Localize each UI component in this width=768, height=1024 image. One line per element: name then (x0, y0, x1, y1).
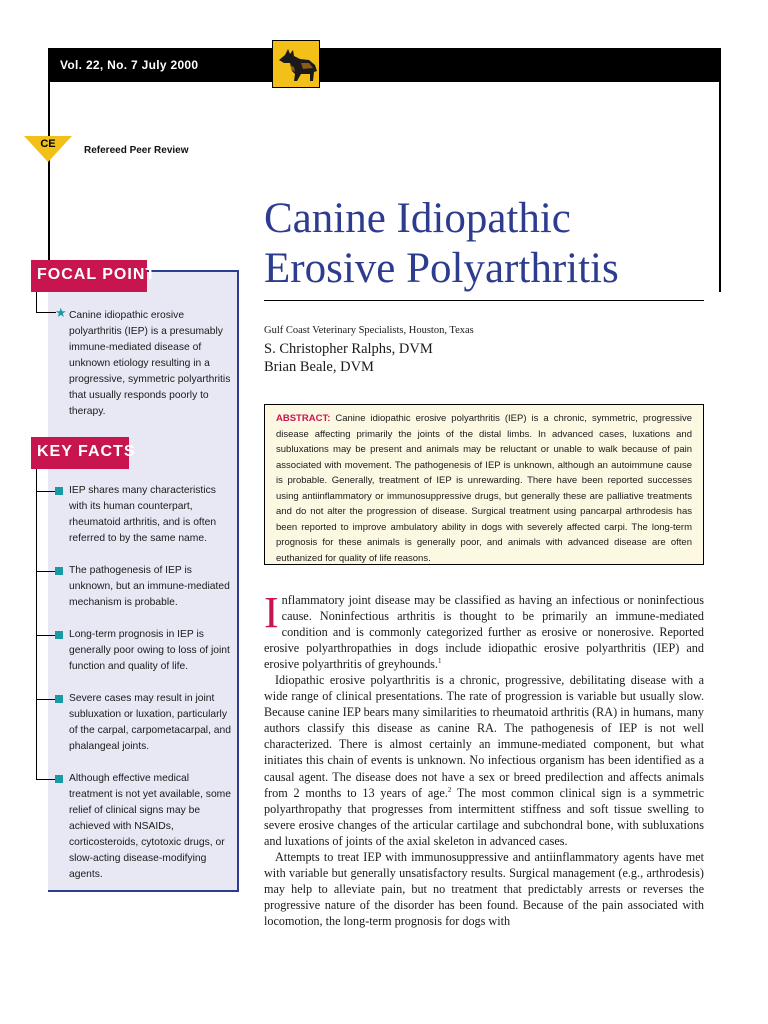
author-affiliation: Gulf Coast Veterinary Specialists, Houston, Texas (264, 325, 474, 336)
body-paragraph (264, 672, 704, 849)
reference-marker: 2 (447, 785, 452, 794)
star-bullet-icon: ★ (55, 305, 67, 320)
square-bullet-icon (55, 775, 63, 783)
bullet-connector (36, 469, 37, 491)
bullet-connector (36, 491, 37, 571)
german-shepherd-logo-icon (272, 40, 320, 88)
key-fact-item: IEP shares many characteristics with its human counterpart, rheumatoid arthritis, and is often referred to by the same name. (69, 485, 217, 544)
key-fact-item: The pathogenesis of IEP is unknown, but an immune-mediated mechanism is probable. (69, 565, 230, 608)
abstract-text: Canine idiopathic erosive polyarthritis (IEP) is a chronic, symmetric, progressive disease affecting primarily the joints of the distal limbs. In advanced cases, luxations and subluxations may be present and animals may be reluctant or unable to walk because of pain associated with movement. The pathogenesis of IEP is unknown, although an autoimmune cause is probable. Generally, treatment of IEP is unrewarding. There have been reported successes using antiinflammatory or immunosuppressive drugs, but generally these are palliative treatments and do not alter the progression of disease. Surgical treatment using pancarpal arthrodesis has been reported to improve ambulatory ability in dogs with severely affected carpi. The long-term prognosis for these animals is generally poor, and animals with advanced disease are often euthanized for quality of life reasons. (276, 413, 692, 564)
body-paragraph (264, 849, 704, 929)
bullet-connector (36, 699, 56, 700)
square-bullet-icon (55, 631, 63, 639)
key-fact-item: Long-term prognosis in IEP is generally poor owing to loss of joint function and quality of life. (69, 629, 230, 672)
refereed-label: Refereed Peer Review (84, 145, 189, 156)
square-bullet-icon (55, 567, 63, 575)
bullet-connector (36, 635, 37, 699)
right-border-rule (719, 82, 721, 292)
title-line: Canine Idiopathic (264, 195, 571, 242)
author-name: Brian Beale, DVM (264, 359, 374, 375)
bullet-connector (36, 699, 37, 779)
article-body (264, 592, 704, 946)
bullet-connector (36, 491, 56, 492)
focal-point-text: Canine idiopathic erosive polyarthritis (IEP) is a presumably immune-mediated disease of unknown etiology resulting in a progressive, symmetric polyarthritis that usually responds poorly to therapy. (69, 310, 231, 417)
title-line: Erosive Polyarthritis (264, 245, 619, 292)
author-name: S. Christopher Ralphs, DVM (264, 341, 433, 357)
key-fact-item: Severe cases may result in joint subluxation or luxation, particularly of the carpal, carpometacarpal, and phalangeal joints. (69, 693, 231, 752)
bullet-connector (36, 312, 56, 313)
bullet-connector (36, 292, 37, 312)
square-bullet-icon (55, 695, 63, 703)
key-facts-heading: KEY FACTS (31, 437, 129, 469)
paragraph-text: nflammatory joint disease may be classified as having an infectious or noninfectious cause. Noninfectious arthritis is thought to be primarily an immune-mediated condition and is commonly categorized further as erosive or nonerosive. Reported erosive polyarthropathies in dogs include idiopathic erosive polyarthritis (IEP) and erosive polyarthritis of greyhounds. (264, 593, 704, 672)
ce-badge-label: CE (40, 138, 56, 150)
paragraph-text: The most common clinical sign is a symmetric polyarthropathy that progresses from intermittent stiffness and soft tissue swelling to severe erosive changes of the articular cartilage and subchondral bone, with subluxations and luxations of joints of the axial skeleton in advanced cases. (264, 785, 704, 848)
drop-cap: I (264, 592, 279, 637)
bullet-connector (36, 571, 56, 572)
key-fact-item: Although effective medical treatment is not yet available, some relief of clinical signs may be achieved with NSAIDs, corticosteroids, cytotoxic drugs, or slow-acting disease-modifying agents. (69, 773, 231, 880)
reference-marker: 1 (437, 657, 442, 666)
abstract-label: ABSTRACT: (276, 413, 331, 424)
issue-info: Vol. 22, No. 7 July 2000 (60, 58, 199, 72)
dog-silhouette-icon (273, 41, 321, 89)
bullet-connector (36, 571, 37, 635)
bullet-connector (36, 635, 56, 636)
paragraph-text: Idiopathic erosive polyarthritis is a chronic, progressive, debilitating disease with a wide range of clinical presentations. The rate of progression is variable but usually slow. Because canine IEP bears many similarities to rheumatoid arthritis (RA) in humans, many authors classify this disease as canine RA. The pathogenesis of IEP is not well characterized. There is almost certainly an immune-mediated component, but what initiates this chain of events is unknown. No infectious organism has been identified as a causal agent. The disease does not have a sex or breed predilection and affects animals from 2 months to 13 years of age. (264, 673, 704, 800)
focal-point-heading: FOCAL POINT (31, 260, 147, 292)
body-paragraph (264, 592, 704, 672)
title-rule (264, 300, 704, 301)
bullet-connector (36, 779, 56, 780)
paragraph-text: Attempts to treat IEP with immunosuppressive and antiinflammatory agents have met with variable but generally unsatisfactory results. Surgical management (e.g., arthrodesis) may help to alleviate pain, but no treatment that predictably arrests or reverses the progressive nature of the disorder has been found. Because of the pain associated with locomotion, the long-term prognosis for dogs with (264, 849, 704, 928)
abstract-box (264, 404, 704, 565)
square-bullet-icon (55, 487, 63, 495)
article-title (264, 194, 714, 294)
